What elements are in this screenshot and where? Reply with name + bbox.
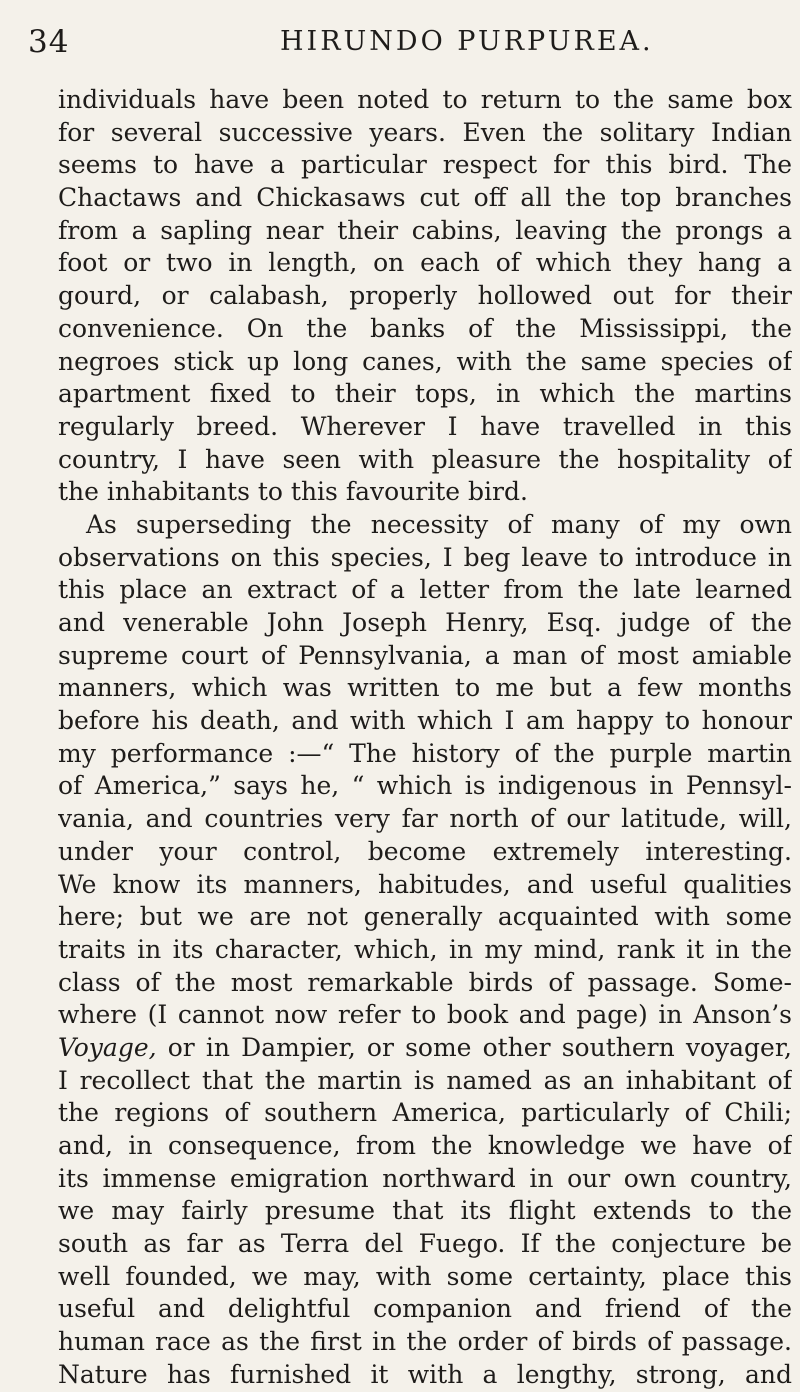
text-line: country, I have seen with pleasure the hospitality of	[58, 444, 792, 474]
text-line: my performance :—“ The history of the purple martin	[58, 738, 792, 768]
text-line: of America,” says he, “ which is indigenous in Pennsyl-	[58, 771, 792, 801]
text-line: class of the most remarkable birds of passage. Some-	[58, 967, 792, 997]
text-line: supreme court of Pennsylvania, a man of most amiable	[58, 640, 792, 670]
text-line: its immense emigration northward in our own country,	[58, 1163, 792, 1193]
text-line: for several successive years. Even the solitary Indian	[58, 117, 792, 147]
text-line: under your control, become extremely interesting.	[58, 836, 792, 866]
text-line: and venerable John Joseph Henry, Esq. judge of the	[58, 608, 792, 637]
text-line: human race as the first in the order of birds of passage.	[58, 1327, 792, 1357]
text-line: from a sapling near their cabins, leaving the prongs a	[58, 215, 792, 245]
text-line-rest: or in Dampier, or some other southern voyager,	[156, 1032, 792, 1062]
text-line: the regions of southern America, particularly of Chili;	[58, 1098, 792, 1128]
text-line: south as far as Terra del Fuego. If the conjecture be	[58, 1229, 792, 1259]
text-line: regularly breed. Wherever I have travelled in this	[58, 411, 792, 441]
text-line: manners, which was written to me but a few months	[58, 673, 792, 703]
text-line: we may fairly presume that its flight extends to the	[58, 1196, 792, 1226]
text-line-voyage	[58, 1032, 792, 1065]
text-line: Nature has furnished it with a lengthy, strong, and	[58, 1359, 792, 1389]
text-line: here; but we are not generally acquainted with some	[58, 902, 792, 932]
text-line: and, in consequence, from the knowledge we have of	[58, 1131, 792, 1160]
text-line: vania, and countries very far north of our latitude, will,	[58, 804, 792, 834]
text-line: where (I cannot now refer to book and page) in Anson’s	[58, 1000, 792, 1030]
paragraph-start-line: As superseding the necessity of many of my own	[86, 509, 792, 539]
text-line: foot or two in length, on each of which they hang a	[58, 248, 792, 278]
text-line: negroes stick up long canes, with the same species of	[58, 346, 792, 376]
text-line: the inhabitants to this favourite bird.	[58, 477, 528, 507]
text-line: apartment fixed to their tops, in which the martins	[58, 379, 792, 409]
text-line: Chactaws and Chickasaws cut off all the top branches	[58, 183, 792, 213]
italic-title-voyage: Voyage,	[58, 1032, 157, 1062]
text-line: useful and delightful companion and friend of the	[58, 1294, 792, 1324]
running-head	[28, 22, 788, 62]
text-line: seems to have a particular respect for this bird. The	[58, 150, 792, 180]
text-line: before his death, and with which I am happy to honour	[58, 706, 792, 736]
text-line: this place an extract of a letter from the late learned	[58, 575, 792, 605]
text-line: observations on this species, I beg leave to introduce in	[58, 542, 792, 572]
text-line: well founded, we may, with some certainty, place this	[58, 1261, 792, 1291]
body-text	[58, 84, 792, 1392]
running-title: HIRUNDO PURPUREA.	[280, 26, 654, 57]
text-line: individuals have been noted to return to the same box	[58, 85, 792, 114]
text-line: convenience. On the banks of the Mississippi, the	[58, 313, 792, 343]
text-line: We know its manners, habitudes, and useful qualities	[58, 869, 792, 899]
text-line: gourd, or calabash, properly hollowed out for their	[58, 281, 792, 311]
text-line: I recollect that the martin is named as an inhabitant of	[58, 1065, 792, 1095]
page-number: 34	[28, 24, 70, 60]
text-line: traits in its character, which, in my mind, rank it in the	[58, 934, 792, 964]
